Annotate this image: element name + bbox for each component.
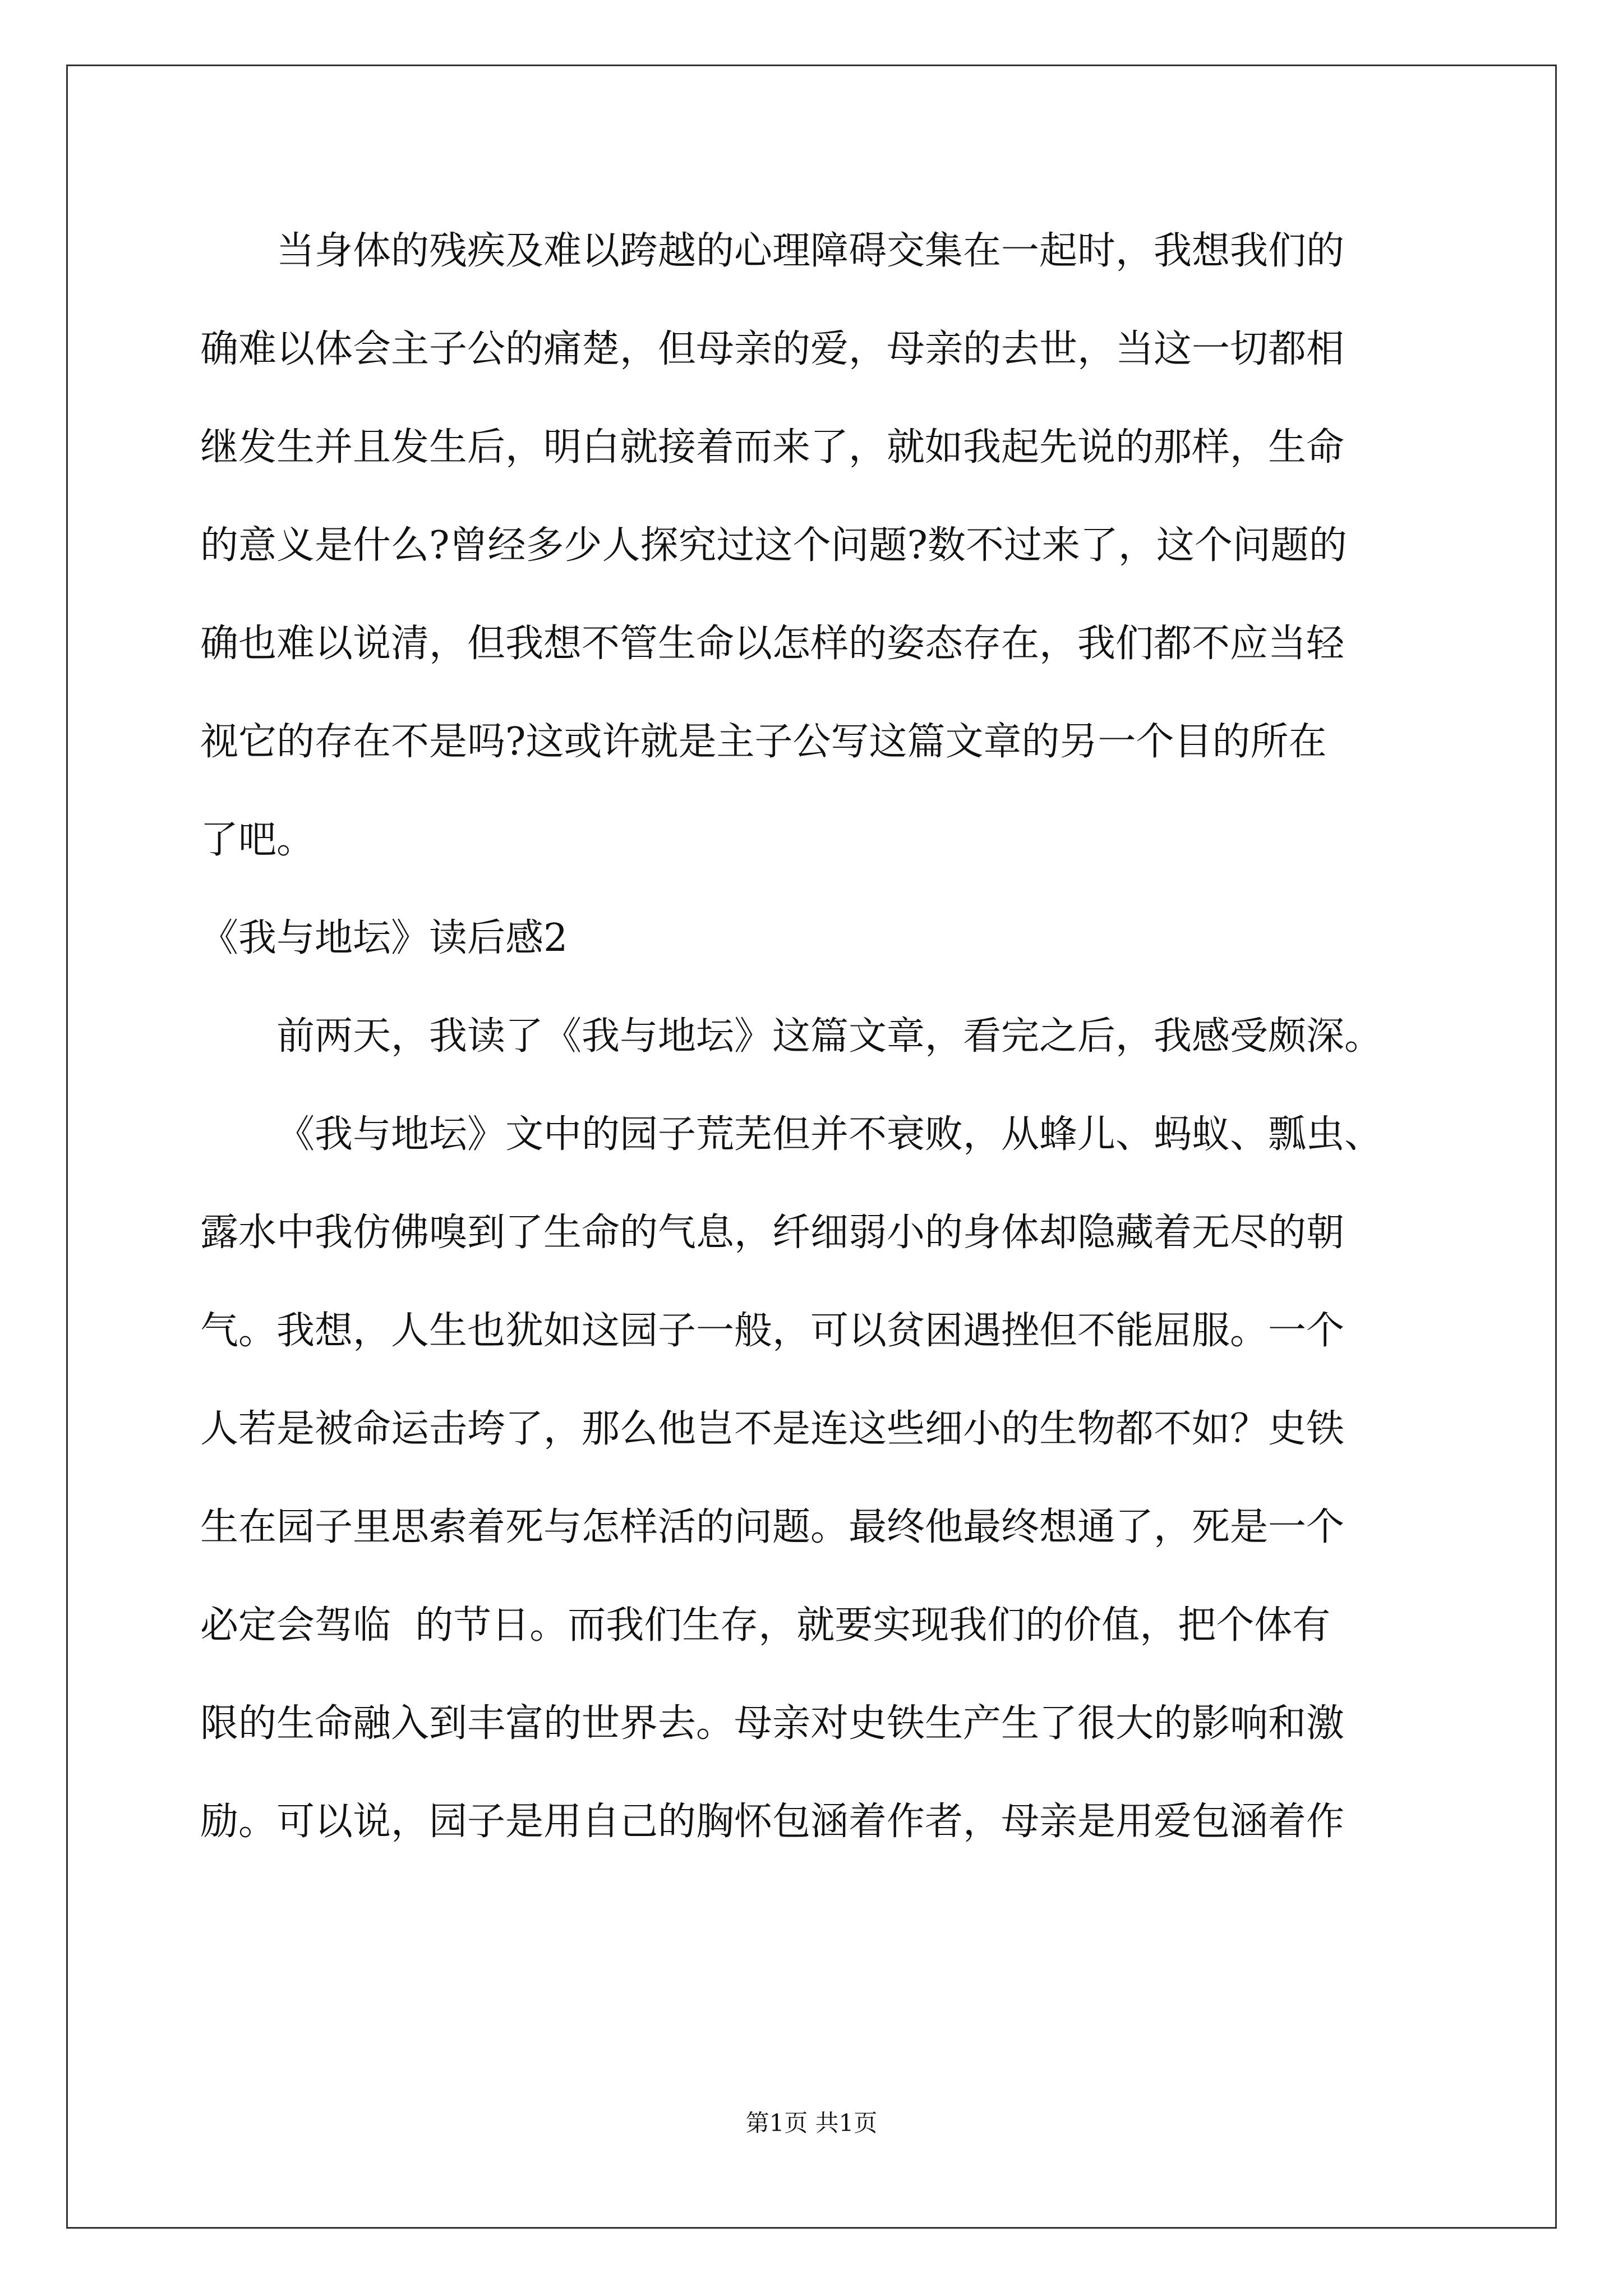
text-line: 必定会驾临 的节日。而我们生存，就要实现我们的价值，把个体有 bbox=[200, 1603, 1331, 1648]
text-line: 继发生并且发生后，明白就接着而来了，就如我起先说的那样，生命 bbox=[200, 425, 1345, 470]
text-line: 人若是被命运击垮了，那么他岂不是连这些细小的生物都不如？史铁 bbox=[200, 1407, 1345, 1451]
text-line: 生在园子里思索着死与怎样活的问题。最终他最终想通了，死是一个 bbox=[200, 1505, 1345, 1549]
page-footer bbox=[0, 2105, 1623, 2138]
text-line: 前两天，我读了《我与地坛》这篇文章，看完之后，我感受颇深。 bbox=[276, 1014, 1383, 1059]
text-line: 确也难以说清，但我想不管生命以怎样的姿态存在，我们都不应当轻 bbox=[200, 622, 1345, 666]
text-line: 当身体的残疾及难以跨越的心理障碍交集在一起时，我想我们的 bbox=[276, 229, 1345, 273]
page-number: 第1页 共1页 bbox=[745, 2109, 878, 2137]
text-line: 的意义是什么?曾经多少人探究过这个问题?数不过来了，这个问题的 bbox=[200, 523, 1347, 568]
text-line: 气。我想，人生也犹如这园子一般，可以贫困遇挫但不能屈服。一个 bbox=[200, 1309, 1345, 1353]
section-heading: 《我与地坛》读后感2 bbox=[200, 916, 568, 960]
text-line: 视它的存在不是吗?这或许就是主子公写这篇文章的另一个目的所在 bbox=[200, 720, 1327, 764]
document-body bbox=[200, 202, 1434, 1871]
text-line: 励。可以说，园子是用自己的胸怀包涵着作者，母亲是用爱包涵着作 bbox=[200, 1800, 1345, 1844]
text-line: 了吧。 bbox=[200, 818, 315, 862]
text-line: 确难以体会主子公的痛楚，但母亲的爱，母亲的去世，当这一切都相 bbox=[200, 327, 1345, 371]
text-line: 《我与地坛》文中的园子荒芜但并不衰败，从蜂儿、蚂蚁、瓢虫、 bbox=[276, 1112, 1383, 1157]
text-line: 限的生命融入到丰富的世界去。母亲对史铁生产生了很大的影响和激 bbox=[200, 1701, 1345, 1746]
text-line: 露水中我仿佛嗅到了生命的气息，纤细弱小的身体却隐藏着无尽的朝 bbox=[200, 1211, 1345, 1255]
